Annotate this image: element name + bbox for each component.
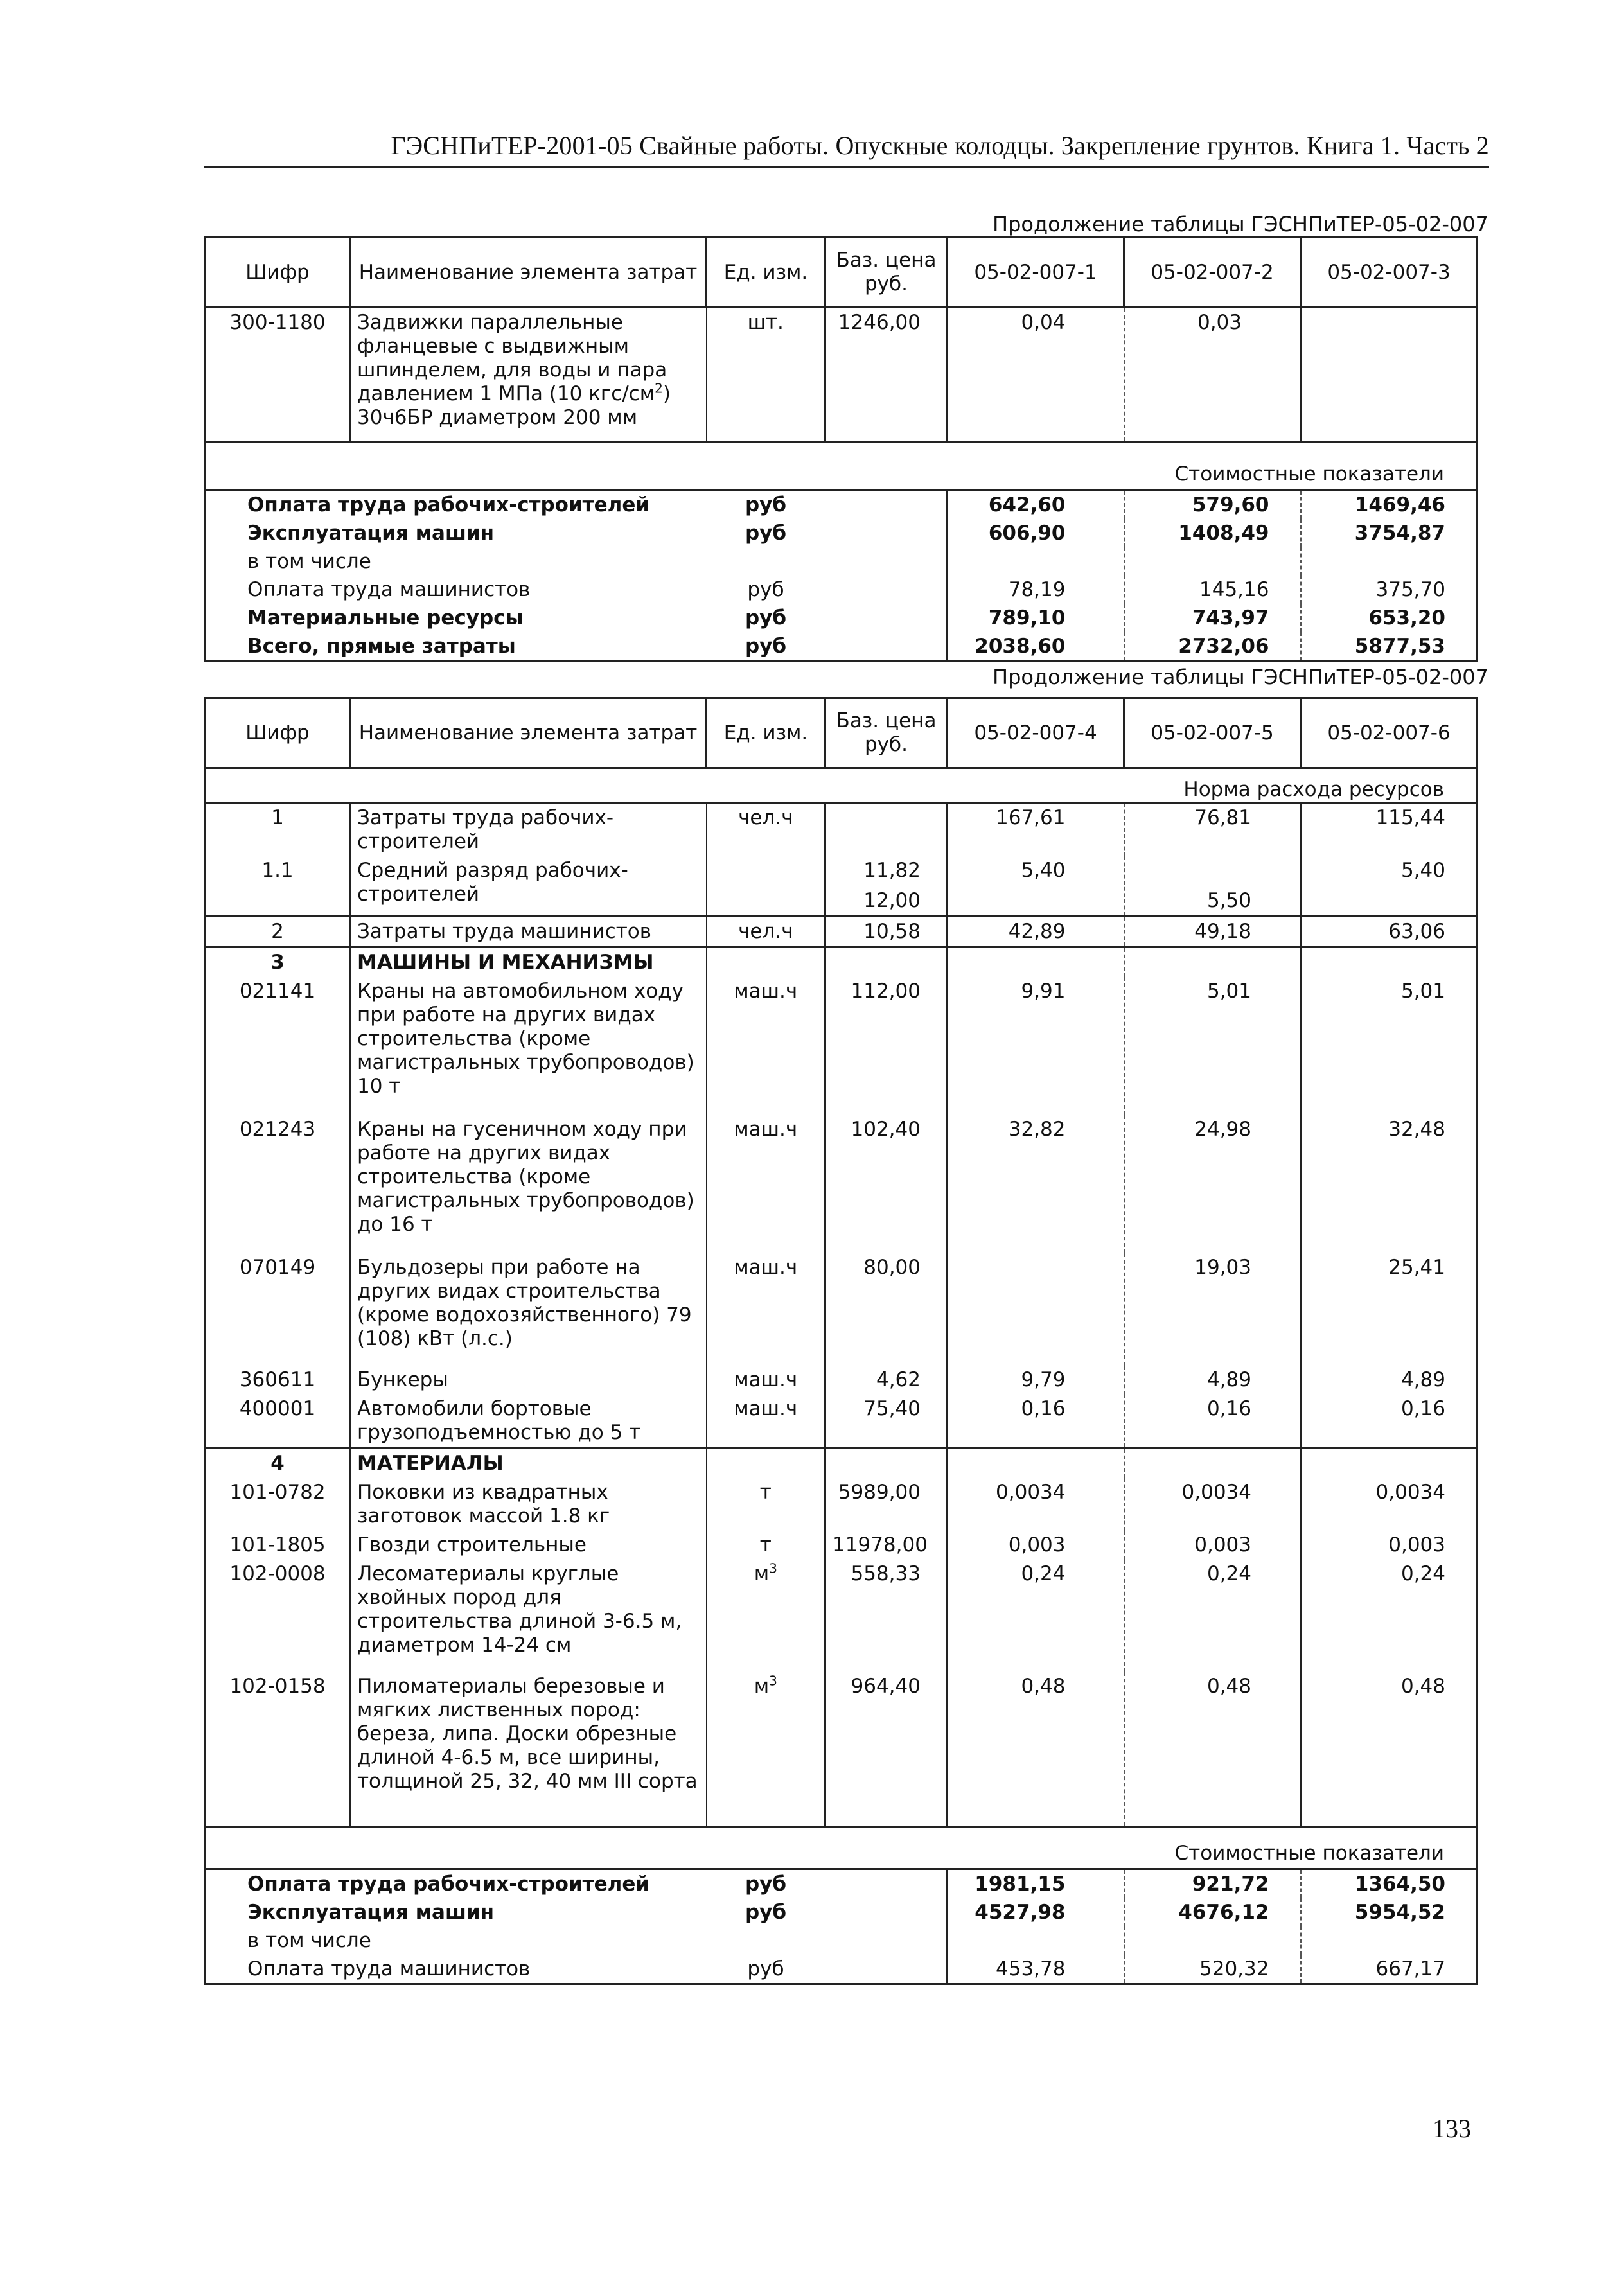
table-row [206,1395,1478,1449]
row-code: 2 [206,917,350,948]
summary-value: 606,90 [948,519,1124,547]
table-caption: Продолжение таблицы ГЭСНПиТЕР-05-02-007 [993,665,1488,689]
table-row [206,803,1478,857]
row-code: 101-1805 [206,1531,350,1560]
cost-table-1 [204,236,1478,662]
summary-value: 520,32 [1124,1955,1301,1984]
row-value: 0,0034 [1124,1478,1301,1531]
table-header-row [206,698,1478,768]
row-value: 49,18 [1124,917,1301,948]
table-header-row [206,238,1478,308]
summary-value: 78,19 [948,576,1124,604]
row-unit: $м^3$ [754,1673,777,1698]
summary-label: Эксплуатация машин [206,519,707,547]
col-header-name: Наименование элемента затрат [350,238,707,308]
row-value: 32,82 [948,1115,1124,1253]
summary-unit: руб [707,1955,825,1984]
col-header-code: Шифр [206,238,350,308]
summary-unit: руб [707,632,825,662]
row-name: Гвозди строительные [350,1531,707,1560]
col-header-price: Баз. цена руб. [825,238,948,308]
row-price: 558,33 [825,1560,948,1672]
row-name: Автомобили бортовые грузоподъемностью до 5 т [350,1395,707,1449]
row-value: 0,003 [1301,1531,1478,1560]
summary-unit: руб [707,490,825,520]
summary-value: 789,10 [948,604,1124,632]
table-row [206,917,1478,948]
page-number: 133 [1433,2114,1471,2143]
summary-row [206,1898,1478,1926]
summary-unit: руб [747,578,784,601]
summary-row [206,490,1478,520]
row-value: 5,50 [1124,856,1301,917]
summary-row [206,547,1478,576]
summary-value: 642,60 [948,490,1124,520]
summary-price [825,490,948,520]
row-unit: чел.ч [707,803,825,857]
summary-value: 1364,50 [1301,1869,1478,1898]
row-unit: т [759,1533,772,1556]
row-price [825,803,948,857]
row-price [825,856,948,917]
row-price: 112,00 [825,977,948,1115]
col-header-norm: 05-02-007-6 [1301,698,1478,768]
table-row [206,1560,1478,1672]
norm-label-row [206,768,1478,803]
row-value [948,1253,1124,1366]
col-header-name: Наименование элемента затрат [350,698,707,768]
row-code: 021243 [206,1115,350,1253]
table-row [206,308,1478,443]
row-value: 0,03 [1124,308,1301,443]
summary-value: 453,78 [948,1955,1124,1984]
summary-row [206,1869,1478,1898]
summary-unit: руб [745,606,787,630]
row-value: 9,79 [948,1366,1124,1395]
row-value: 0,48 [948,1672,1124,1826]
summary-value: 5877,53 [1301,632,1478,662]
summary-value: 375,70 [1301,576,1478,604]
row-name: Поковки из квадратных заготовок массой 1.8 кг [350,1478,707,1531]
row-value: 25,41 [1301,1253,1478,1366]
summary-price [825,604,948,632]
row-value: 19,03 [1124,1253,1301,1366]
col-header-norm: 05-02-007-3 [1301,238,1478,308]
section-code: 3 [206,948,350,978]
summary-label: Оплата труда машинистов [206,576,707,604]
row-value: 0,16 [1124,1395,1301,1449]
summary-value: 3754,87 [1301,519,1478,547]
norm-label: Норма расхода ресурсов [206,768,1478,803]
table-row [206,1366,1478,1395]
cost-indicators-label: Стоимостные показатели [206,1826,1478,1869]
row-unit: маш.ч [734,980,798,1003]
row-value: 0,24 [1301,1560,1478,1672]
row-name: Краны на автомобильном ходу при работе на других видах строительства (кроме магистральных трубопроводов) 10 т [350,977,707,1115]
row-value: 115,44 [1301,803,1478,857]
section-code: 4 [206,1449,350,1479]
cost-table-2 [204,697,1478,1985]
row-code: 360611 [206,1366,350,1395]
row-code: 102-0158 [206,1672,350,1826]
summary-price [825,1955,948,1984]
row-value: 0,24 [948,1560,1124,1672]
summary-label: Всего, прямые затраты [206,632,707,662]
col-header-unit: Ед. изм. [707,238,825,308]
summary-price [825,632,948,662]
row-value: 0,003 [1124,1531,1301,1560]
summary-label: в том числе [206,547,707,576]
summary-value: 667,17 [1301,1955,1478,1984]
row-value: 5,01 [1301,977,1478,1115]
row-value: 0,0034 [948,1478,1124,1531]
summary-value: 1469,46 [1301,490,1478,520]
row-price: 75,40 [825,1395,948,1449]
col-header-code: Шифр [206,698,350,768]
section-title: МАТЕРИАЛЫ [350,1449,707,1479]
row-name: Затраты труда машинистов [350,917,707,948]
summary-label: Эксплуатация машин [206,1898,707,1926]
row-value: 0,04 [948,308,1124,443]
row-unit: маш.ч [734,1118,798,1141]
col-header-norm: 05-02-007-2 [1124,238,1301,308]
row-value: 5,01 [1124,977,1301,1115]
cost-indicators-label-row [206,443,1478,490]
row-code: 101-0782 [206,1478,350,1531]
row-name: Задвижки параллельные фланцевые с выдвижным шпинделем, для воды и пара давлением 1 МПа (10 кгс/$см^2$) 30ч6БР диаметром 200 мм [350,308,707,443]
row-price-b: 12,00 [863,889,921,912]
summary-unit: руб [707,1869,825,1898]
row-unit: шт. [747,311,784,334]
row-value: 0,48 [1301,1672,1478,1826]
summary-value: 1408,49 [1124,519,1301,547]
summary-unit: руб [745,1900,787,1924]
row-price: 5989,00 [825,1478,948,1531]
row-value: 0,0034 [1301,1478,1478,1531]
row-unit: чел.ч [707,917,825,948]
row-code: 021141 [206,977,350,1115]
summary-value: 4527,98 [948,1898,1124,1926]
summary-value: 4676,12 [1124,1898,1301,1926]
summary-label: Оплата труда рабочих-строителей [206,490,707,520]
row-value: 4,89 [1301,1366,1478,1395]
row-name: Бульдозеры при работе на других видах строительства (кроме водохозяйственного) 79 (108) кВт (л.с.) [350,1253,707,1366]
table-row [206,1115,1478,1253]
row-value: 0,16 [1301,1395,1478,1449]
summary-label: Материальные ресурсы [206,604,707,632]
summary-price [825,1869,948,1898]
table-row [206,1672,1478,1826]
row-value: 32,48 [1301,1115,1478,1253]
summary-row [206,604,1478,632]
row-value: 24,98 [1124,1115,1301,1253]
summary-row [206,1926,1478,1955]
section-row [206,1449,1478,1479]
row-price: 10,58 [825,917,948,948]
row-price: 1246,00 [825,308,948,443]
row-value: 0,003 [948,1531,1124,1560]
row-unit: маш.ч [734,1368,798,1391]
row-price: 102,40 [825,1115,948,1253]
col-header-price: Баз. цена руб. [825,698,948,768]
summary-label: Оплата труда машинистов [206,1955,707,1984]
summary-price [825,576,948,604]
row-value: 167,61 [948,803,1124,857]
col-header-norm: 05-02-007-4 [948,698,1124,768]
row-code: 070149 [206,1253,350,1366]
row-code: 400001 [206,1395,350,1449]
row-name: Затраты труда рабочих-строителей [350,803,707,857]
section-row [206,948,1478,978]
summary-value: 5954,52 [1301,1898,1478,1926]
summary-value: 743,97 [1124,604,1301,632]
row-name: Бункеры [350,1366,707,1395]
row-value: 76,81 [1124,803,1301,857]
row-price-a: 11,82 [863,859,921,882]
summary-price [825,519,948,547]
table-row [206,1253,1478,1366]
row-name: Средний разряд рабочих-строителей [350,856,707,917]
summary-value: 921,72 [1124,1869,1301,1898]
row-code: 1.1 [206,856,350,917]
row-price: 4,62 [825,1366,948,1395]
row-unit: $м^3$ [754,1560,777,1585]
cost-indicators-label-row [206,1826,1478,1869]
summary-label: в том числе [206,1926,707,1955]
col-header-unit: Ед. изм. [707,698,825,768]
row-value: 9,91 [948,977,1124,1115]
summary-value: 1981,15 [948,1869,1124,1898]
summary-row [206,519,1478,547]
row-value: 5,40 [948,856,1124,917]
summary-value: 2038,60 [948,632,1124,662]
summary-unit: руб [745,522,787,545]
table-caption: Продолжение таблицы ГЭСНПиТЕР-05-02-007 [993,212,1488,236]
row-code: 102-0008 [206,1560,350,1672]
col-header-norm: 05-02-007-5 [1124,698,1301,768]
summary-value: 579,60 [1124,490,1301,520]
summary-value: 653,20 [1301,604,1478,632]
row-value: 42,89 [948,917,1124,948]
table-row [206,1531,1478,1560]
row-value: 0,24 [1124,1560,1301,1672]
summary-row [206,1955,1478,1984]
summary-row [206,632,1478,662]
row-value [1301,308,1478,443]
summary-price [825,1898,948,1926]
row-value: 4,89 [1124,1366,1301,1395]
row-code: 300-1180 [206,308,350,443]
row-price: 11978,00 [825,1531,948,1560]
row-unit: маш.ч [734,1256,798,1279]
row-unit: т [759,1481,772,1504]
row-price: 80,00 [825,1253,948,1366]
col-header-norm: 05-02-007-1 [948,238,1124,308]
summary-label: Оплата труда рабочих-строителей [206,1869,707,1898]
table-row [206,1478,1478,1531]
header-rule [204,166,1489,168]
row-name: Краны на гусеничном ходу при работе на других видах строительства (кроме магистральных трубопроводов) до 16 т [350,1115,707,1253]
summary-row [206,576,1478,604]
row-code: 1 [206,803,350,857]
row-value: 0,48 [1124,1672,1301,1826]
row-value: 0,16 [948,1395,1124,1449]
row-name: Пиломатериалы березовые и мягких лиственных пород: береза, липа. Доски обрезные длиной 4-6.5 м, все ширины, толщиной 25, 32, 40 мм III сорта [350,1672,707,1826]
row-value: 5,40 [1301,856,1478,917]
section-title: МАШИНЫ И МЕХАНИЗМЫ [350,948,707,978]
row-price: 964,40 [825,1672,948,1826]
page-header: ГЭСНПиТЕР-2001-05 Свайные работы. Опускные колодцы. Закрепление грунтов. Книга 1. Часть 2 [391,131,1489,160]
summary-value: 2732,06 [1124,632,1301,662]
row-name: Лесоматериалы круглые хвойных пород для строительства длиной 3-6.5 м, диаметром 14-24 см [350,1560,707,1672]
table-row [206,977,1478,1115]
cost-indicators-label: Стоимостные показатели [206,443,1478,490]
table-row [206,856,1478,917]
row-unit: маш.ч [734,1397,798,1420]
summary-value: 145,16 [1124,576,1301,604]
row-value: 63,06 [1301,917,1478,948]
